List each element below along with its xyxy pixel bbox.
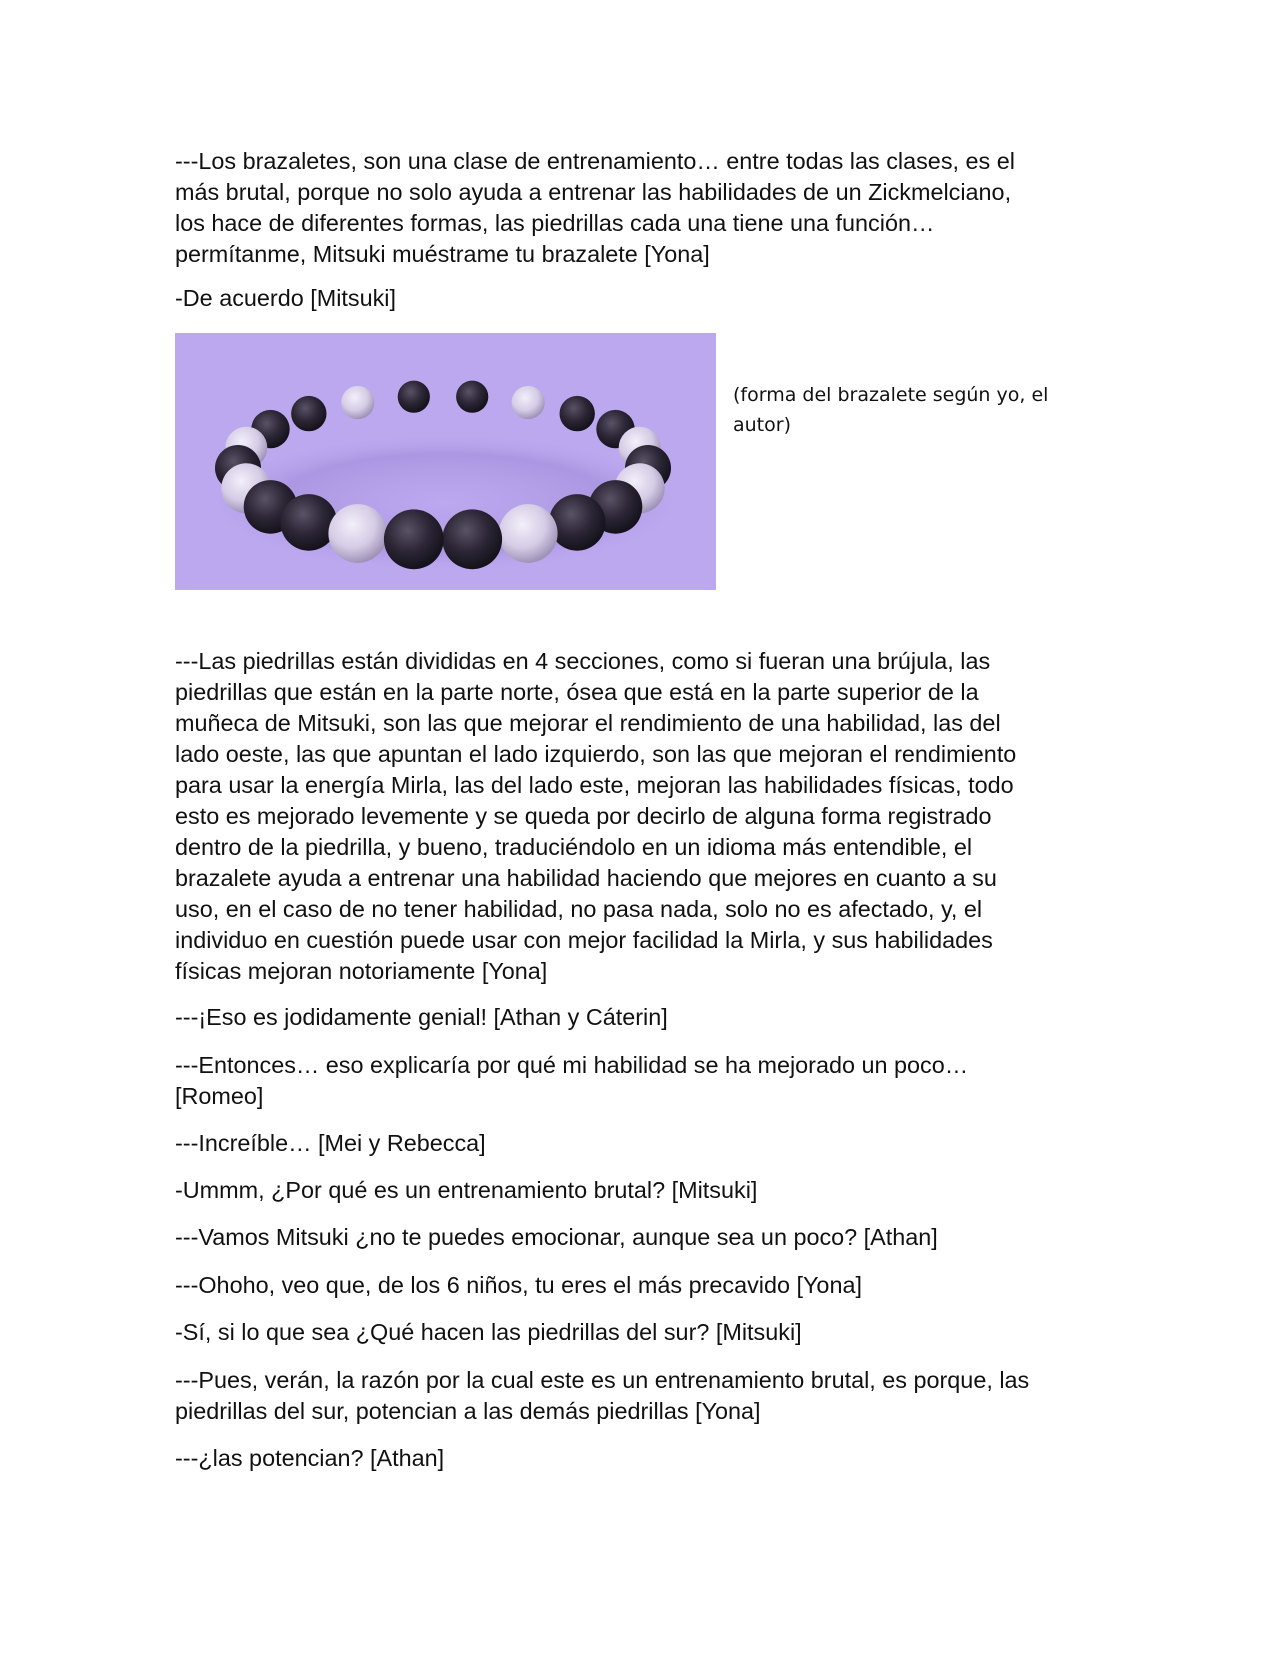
light-bead [341, 386, 374, 419]
light-bead [512, 386, 545, 419]
paragraph-athan-excite: ---Vamos Mitsuki ¿no te puedes emocionar, aunque sea un poco? [Athan] [175, 1224, 938, 1250]
dark-bead [384, 509, 444, 569]
paragraph-athan-potencian: ---¿las potencian? [Athan] [175, 1445, 445, 1471]
paragraph-yona-south: ---Pues, verán, la razón por la cual este es un entrenamiento brutal, es porque, las piedrillas del sur, potencian a las demás piedrillas [Yona] [175, 1367, 1030, 1424]
light-bead [328, 504, 387, 563]
paragraph-mitsuki-question: -Ummm, ¿Por qué es un entrenamiento brutal? [Mitsuki] [175, 1177, 758, 1203]
figure-caption: (forma del brazalete según yo, el autor) [733, 384, 1049, 436]
dark-bead [560, 396, 595, 431]
dark-bead [456, 381, 488, 413]
light-bead [499, 504, 558, 563]
dark-bead [549, 494, 606, 551]
paragraph-yona-cautious: ---Ohoho, veo que, de los 6 niños, tu eres el más precavido [Yona] [175, 1272, 862, 1298]
bracelet-image [175, 333, 716, 590]
dark-bead [281, 494, 338, 551]
dark-bead [291, 396, 326, 431]
paragraph-yona-sections: ---Las piedrillas están divididas en 4 secciones, como si fueran una brújula, las piedrillas que están en la parte norte, ósea que está en la parte superior de la muñeca de Mitsuki, son las que mejorar el rendimiento de una habilidad, las del lado oeste, las que apuntan el lado izquierdo, son las que mejoran el rendimiento para usar la energía Mirla, las del lado este, mejoran las habilidades físicas, todo esto es mejorado levemente y se queda por decirlo de alguna forma registrado dentro de la piedrilla, y bueno, traduciéndolo en un idioma más entendible, el brazalete ayuda a entrenar una habilidad haciendo que mejores en cuanto a su uso, en el caso de no tener habilidad, no pasa nada, solo no es afectado, y, el individuo en cuestión puede usar con mejor facilidad la Mirla, y sus habilidades físicas mejoran notoriamente [Yona] [175, 648, 1017, 984]
paragraph-mitsuki-agree: -De acuerdo [Mitsuki] [175, 285, 396, 311]
paragraph-athan-caterin: ---¡Eso es jodidamente genial! [Athan y Cáterin] [175, 1004, 668, 1030]
paragraph-romeo: ---Entonces… eso explicaría por qué mi habilidad se ha mejorado un poco… [Romeo] [175, 1052, 969, 1109]
dark-bead [398, 381, 430, 413]
paragraph-mitsuki-south: -Sí, si lo que sea ¿Qué hacen las piedrillas del sur? [Mitsuki] [175, 1319, 802, 1345]
dark-bead [442, 509, 502, 569]
bracelet-illustration [175, 333, 716, 590]
paragraph-mei-rebecca: ---Increíble… [Mei y Rebecca] [175, 1130, 486, 1156]
paragraph-yona-bracelets: ---Los brazaletes, son una clase de entrenamiento… entre todas las clases, es el más brutal, porque no solo ayuda a entrenar las habilidades de un Zickmelciano, los hace de diferentes formas, las piedrillas cada una tiene una función… permítanme, Mitsuki muéstrame tu brazalete [Yona] [175, 148, 1015, 267]
